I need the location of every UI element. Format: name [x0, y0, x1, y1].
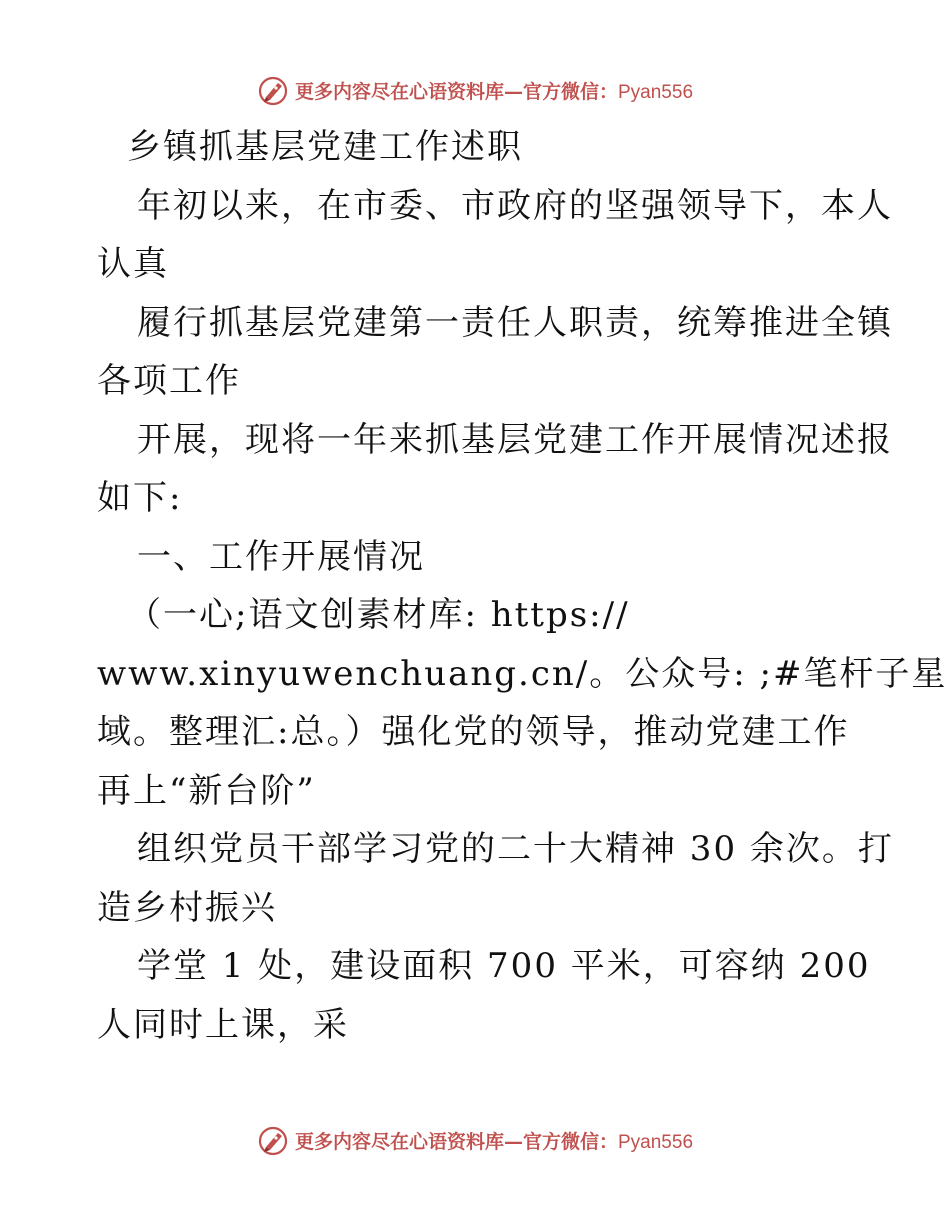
paragraph-line: 人同时上课，采: [97, 1004, 349, 1045]
footer-watermark: [0, 1120, 950, 1160]
paragraph-line: 学堂 1 处，建设面积 700 平米，可容纳 200: [137, 946, 871, 986]
watermark-wechat-id: Pyan556: [618, 1131, 694, 1153]
document-body: [97, 118, 948, 1054]
watermark-text-cn: 更多内容尽在心语资料库—官方微信：: [294, 1130, 618, 1153]
document-title: 乡镇抓基层党建工作述职: [127, 127, 523, 167]
paragraph-line: （一心;语文创素材库: https://: [127, 595, 630, 635]
paragraph-line: 造乡村振兴: [97, 887, 277, 928]
section-heading: 一、工作开展情况: [137, 536, 425, 577]
watermark-wechat-id: Pyan556: [618, 81, 694, 103]
paragraph-line: 年初以来，在市委、市政府的坚强领导下，本人: [137, 185, 893, 226]
header-watermark: [0, 70, 950, 110]
watermark-text: [295, 77, 693, 104]
paragraph-line: 各项工作: [97, 361, 241, 401]
watermark-text: [295, 1127, 693, 1154]
paragraph-line: 履行抓基层党建第一责任人职责，统筹推进全镇: [137, 302, 893, 343]
paragraph-line: www.xinyuwenchuang.cn/。公众号: ;#笔杆子星: [97, 653, 948, 694]
paragraph-line: 再上“新台阶”: [97, 770, 316, 811]
paragraph-line: 认真: [97, 244, 169, 284]
paragraph-line: 如下:: [97, 478, 183, 518]
paragraph-line: 组织党员干部学习党的二十大精神 30 余次。打: [137, 829, 894, 869]
paragraph-line: 开展，现将一年来抓基层党建工作开展情况述报: [137, 419, 893, 460]
watermark-text-cn: 更多内容尽在心语资料库—官方微信：: [294, 80, 618, 103]
pen-nib-logo-icon: [257, 1124, 289, 1156]
paragraph-line: 域。整理汇:总。）强化党的领导，推动党建工作: [97, 712, 850, 752]
pen-nib-logo-icon: [257, 74, 289, 106]
